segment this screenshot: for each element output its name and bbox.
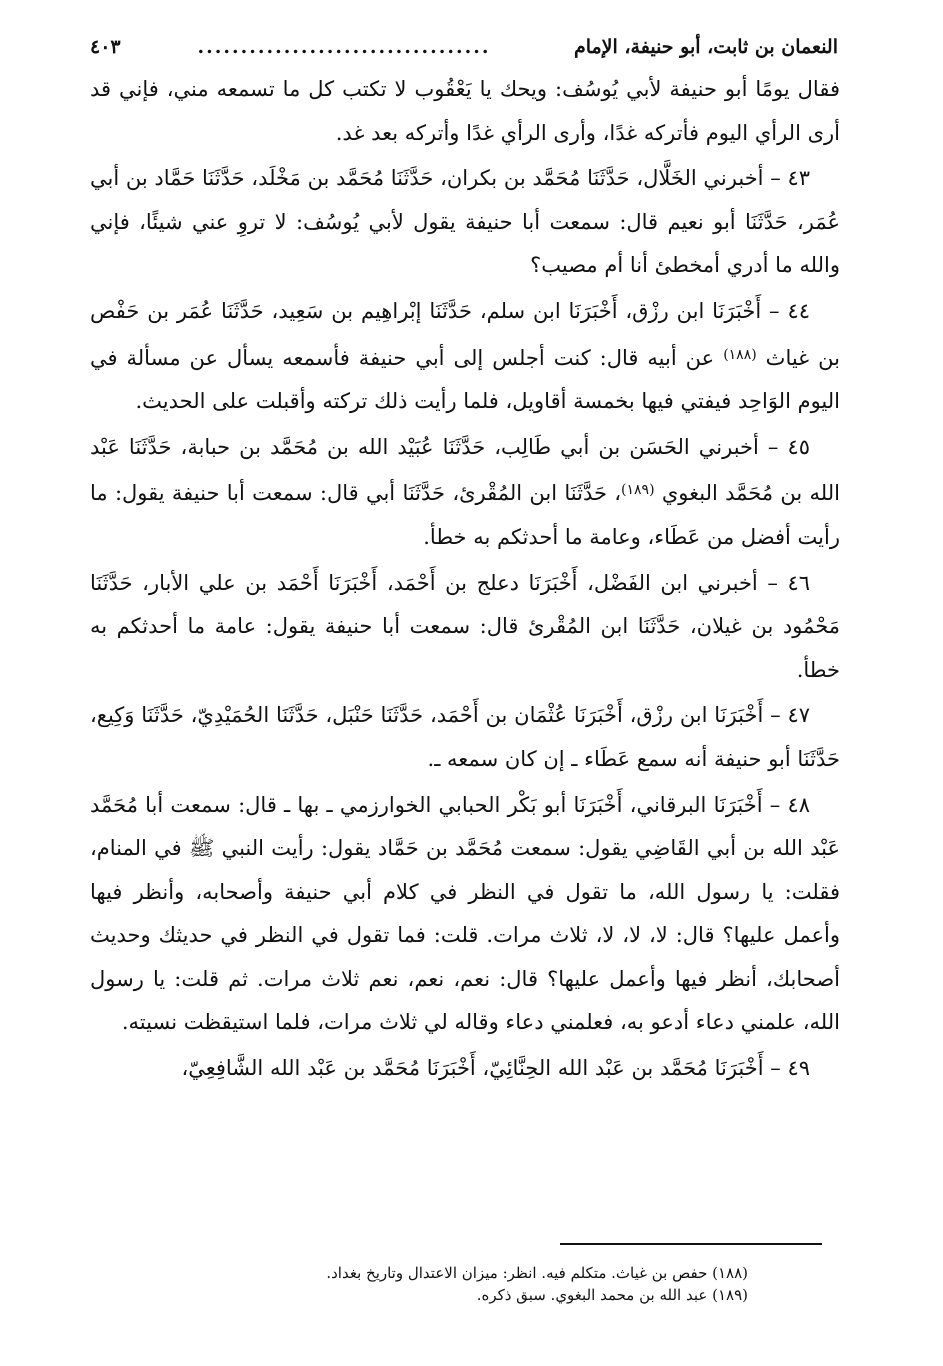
paragraph-45: [90, 426, 840, 560]
leader-dots: ..................................: [197, 36, 491, 58]
paragraph-48: ٤٨ – أَخْبَرَنَا البرقاني، أَخْبَرَنَا أبو بَكْر الحبابي الخوارزمي ـ بها ـ قال: سمعت أبا مُحَمَّد عَبْد الله بن أبي القَاضِي يقول: سمعت مُحَمَّد بن حَمَّاد يقول: رأيت النبي ﷺ في المنام، فقلت: يا رسول الله، ما تقول في النظر في كلام أبي حنيفة وأصحابه، وأنظر فيها وأعمل عليها؟ قال: لا، لا، لا، ثلاث مرات. قلت: فما تقول في النظر في حديثك وحديث أصحابك، أنظر فيها وأعمل عليها؟ قال: نعم، نعم، نعم ثلاث مرات. ثم قلت: يا رسول الله، علمني دعاء أدعو به، فعلمني دعاء وقاله لي ثلاث مرات، فلما استيقظت نسيته.: [90, 792, 840, 1035]
paragraph-44: [90, 290, 840, 424]
footnote-188: (١٨٨) حفص بن غياث. متكلم فيه. انظر: ميزان الاعتدال وتاريخ بغداد.: [326, 1264, 748, 1282]
paragraph-47: ٤٧ – أَخْبَرَنَا ابن رزْق، أَخْبَرَنَا عُثْمَان بن أَحْمَد، حَدَّثَنَا حَنْبَل، حَدَّثَنَا الحُمَيْدِيّ، حَدَّثَنَا وَكِيع، حَدَّثَنَا أبو حنيفة أنه سمع عَطَاء ـ إن كان سمعه ـ.: [90, 703, 840, 771]
footnote-ref-188[interactable]: (١٨٨): [723, 346, 757, 363]
footnote-separator: [560, 1243, 822, 1245]
running-title: النعمان بن ثابت، أبو حنيفة، الإمام: [573, 36, 838, 58]
paragraph-45-text-a: ٤٥ – أخبرني الحَسَن بن أبي طَالِب، حَدَّثَنَا عُبَيْد الله بن مُحَمَّد بن حبابة، حَدَّثَنَا عَبْد الله بن مُحَمَّد البغوي: [90, 434, 840, 506]
footnote-189: (١٨٩) عبد الله بن محمد البغوي. سبق ذكره.: [476, 1286, 748, 1304]
paragraph-45-text-b: ، حَدَّثَنَا ابن المُقْرئ، حَدَّثَنَا أبي قال: سمعت أبا حنيفة يقول: ما رأيت أفضل من عَطَاء، وعامة ما أحدثكم به خطأ.: [90, 481, 840, 549]
paragraph-44-text-a: ٤٤ – أَخْبَرَنَا ابن رزْق، أَخْبَرَنَا ابن سلم، حَدَّثَنَا إبْراهِيم بن سَعِيد، حَدَّثَنَا عُمَر بن حَفْص بن غياث: [90, 298, 840, 370]
paragraph-46: ٤٦ – أخبرني ابن الفَضْل، أَخْبَرَنَا دعلج بن أَحْمَد، أَخْبَرَنَا أَحْمَد بن علي الأبار، حَدَّثَنَا مَحْمُود بن غيلان، حَدَّثَنَا ابن المُقْرئ قال: سمعت أبا حنيفة يقول: عامة ما أحدثكم به خطأ.: [90, 570, 840, 682]
paragraph-43: ٤٣ – أخبرني الخَلَّال، حَدَّثَنَا مُحَمَّد بن بكران، حَدَّثَنَا مُحَمَّد بن مَخْلَد، حَدَّثَنَا حَمَّاد بن أبي عُمَر، حَدَّثَنَا أبو نعيم قال: سمعت أبا حنيفة يقول لأبي يُوسُف: لا تروِ عني شيئًا، فإني والله ما أدري أمخطئ أنا أم مصيب؟: [90, 166, 840, 278]
page-number: ٤٠٣: [90, 36, 121, 58]
footnotes: [200, 1262, 748, 1306]
footnote-ref-189[interactable]: (١٨٩): [621, 482, 655, 499]
main-text: [90, 68, 840, 1091]
running-head: [90, 32, 838, 62]
paragraph-44-text-b: عن أبيه قال: كنت أجلس إلى أبي حنيفة فأسمعه يسأل عن مسألة في اليوم الوَاحِد فيفتي فيها بخمسة أقاويل، فلما رأيت ذلك تركته وأقبلت على الحديث.: [90, 345, 840, 414]
paragraph-49: ٤٩ – أَخْبَرَنَا مُحَمَّد بن عَبْد الله الحِنَّائِيّ، أَخْبَرَنَا مُحَمَّد بن عَبْد الله الشَّافِعِيّ،: [181, 1056, 810, 1081]
paragraph-continuation: فقال يومًا أبو حنيفة لأبي يُوسُف: ويحك يا يَعْقُوب لا تكتب كل ما تسمعه مني، فإني قد أرى الرأي اليوم فأتركه غدًا، وأرى الرأي غدًا وأتركه بعد غد.: [90, 77, 840, 145]
